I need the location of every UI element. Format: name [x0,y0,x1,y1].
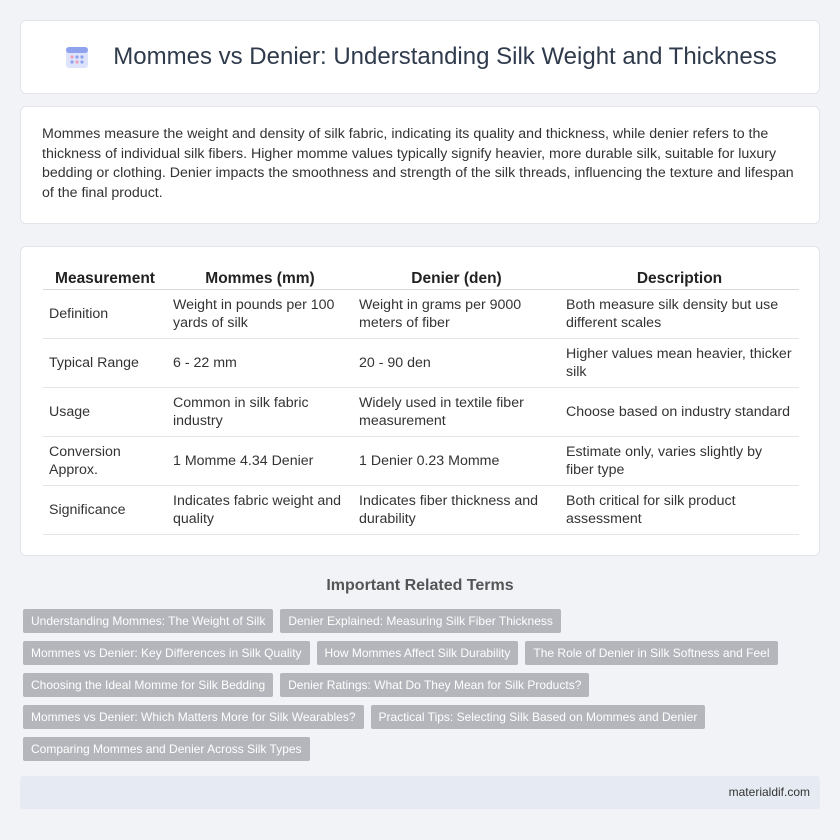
related-term-link[interactable]: Comparing Mommes and Denier Across Silk Types [23,737,310,761]
table-row [43,486,799,535]
table-header-row [43,266,799,290]
related-term-link[interactable]: Mommes vs Denier: Key Differences in Silk Quality [23,641,310,665]
table-cell: 6 - 22 mm [167,339,353,388]
table-cell: Weight in grams per 9000 meters of fiber [353,290,560,339]
related-terms-list [23,609,813,769]
column-header-mommes: Mommes (mm) [167,266,353,290]
table-cell: Weight in pounds per 100 yards of silk [167,290,353,339]
tag-row [23,609,813,633]
column-header-description: Description [560,266,799,290]
table-cell: Widely used in textile fiber measurement [353,388,560,437]
table-cell: Estimate only, varies slightly by fiber type [560,437,799,486]
table-row [43,290,799,339]
table-row [43,339,799,388]
table-cell: Indicates fabric weight and quality [167,486,353,535]
column-header-denier: Denier (den) [353,266,560,290]
table-cell: 1 Momme 4.34 Denier [167,437,353,486]
tag-row [23,641,813,665]
title-card [20,20,820,94]
comparison-table [43,266,799,535]
table-cell: Conversion Approx. [43,437,167,486]
table-cell: Higher values mean heavier, thicker silk [560,339,799,388]
footer-site-link[interactable]: materialdif.com [728,785,810,799]
table-cell: 1 Denier 0.23 Momme [353,437,560,486]
related-term-link[interactable]: The Role of Denier in Silk Softness and Feel [525,641,777,665]
related-term-link[interactable]: Denier Explained: Measuring Silk Fiber Thickness [280,609,561,633]
table-cell: Both critical for silk product assessment [560,486,799,535]
related-term-link[interactable]: Mommes vs Denier: Which Matters More for Silk Wearables? [23,705,364,729]
tag-row [23,705,813,729]
table-row [43,388,799,437]
table-cell: Choose based on industry standard [560,388,799,437]
tag-row [23,673,813,697]
related-term-link[interactable]: Practical Tips: Selecting Silk Based on Mommes and Denier [371,705,706,729]
calendar-grid-icon [63,43,91,71]
related-terms-heading: Important Related Terms [326,577,514,594]
tag-row [23,737,813,761]
table-row [43,437,799,486]
page-title: Mommes vs Denier: Understanding Silk Weight and Thickness [113,43,777,70]
table-cell: Typical Range [43,339,167,388]
table-cell: 20 - 90 den [353,339,560,388]
table-cell: Significance [43,486,167,535]
intro-card [20,106,820,224]
table-cell: Common in silk fabric industry [167,388,353,437]
related-term-link[interactable]: Choosing the Ideal Momme for Silk Bedding [23,673,273,697]
related-term-link[interactable]: Understanding Mommes: The Weight of Silk [23,609,273,633]
table-cell: Indicates fiber thickness and durability [353,486,560,535]
column-header-measurement: Measurement [43,266,167,290]
intro-paragraph: Mommes measure the weight and density of silk fabric, indicating its quality and thickness, while denier refers to the thickness of individual silk fibers. Higher momme values typically signify heavier, more durable silk, suitable for luxury bedding or clothing. Denier impacts the smoothness and strength of the silk threads, influencing the texture and lifespan of the final product. [42,126,794,201]
related-term-link[interactable]: Denier Ratings: What Do They Mean for Silk Products? [280,673,589,697]
table-cell: Both measure silk density but use different scales [560,290,799,339]
footer [20,776,820,809]
table-cell: Usage [43,388,167,437]
comparison-table-card [20,246,820,556]
related-term-link[interactable]: How Mommes Affect Silk Durability [317,641,519,665]
table-cell: Definition [43,290,167,339]
